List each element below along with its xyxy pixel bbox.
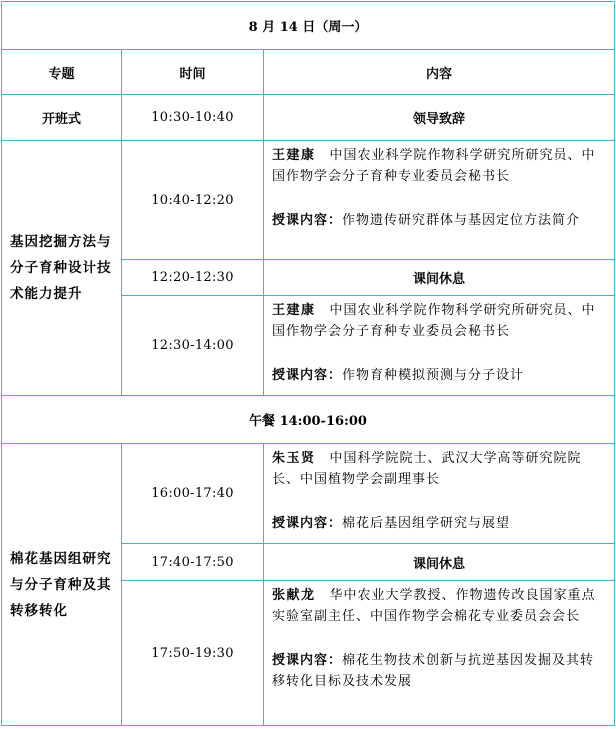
section2-break-text: 课间休息 (264, 544, 615, 581)
lecture-speaker-line (272, 300, 608, 342)
lecture-speaker-line (272, 585, 608, 627)
lunch-row: 午餐 14:00-16:00 (2, 396, 615, 444)
lecture-topic: 棉花生物技术创新与抗逆基因发掘及其转移转化目标及技术发展 (272, 653, 595, 689)
lecture-topic: 棉花后基因组学研究与展望 (342, 516, 511, 531)
section2-topic: 棉花基因组研究与分子育种及其转移转化 (2, 444, 122, 726)
opening-time: 10:30-10:40 (122, 95, 264, 141)
lecture-topic-label: 授课内容： (272, 653, 343, 668)
lecture-speaker-line (272, 145, 608, 187)
opening-topic: 开班式 (2, 95, 122, 141)
speaker-title: 中国农业科学院作物科学研究所研究员、中国作物学会分子育种专业委员会秘书长 (272, 148, 596, 184)
section1-lecture2-content (264, 296, 615, 396)
lecture-topic-label: 授课内容： (272, 368, 343, 383)
schedule-table (1, 1, 615, 726)
speaker-name: 王建康 (272, 148, 316, 163)
section1-break-text: 课间休息 (264, 260, 615, 296)
speaker-name: 张献龙 (272, 588, 316, 603)
speaker-title: 华中农业大学教授、作物遗传改良国家重点实验室副主任、中国作物学会棉花专业委员会会长 (272, 588, 596, 624)
lecture-topic-label: 授课内容： (272, 516, 343, 531)
speaker-name: 王建康 (272, 303, 316, 318)
section2-break-time: 17:40-17:50 (122, 544, 264, 581)
section1-break-time: 12:20-12:30 (122, 260, 264, 296)
lecture-topic-line (272, 210, 608, 231)
lecture-topic-line (272, 650, 608, 692)
speaker-title: 中国科学院院士、武汉大学高等研究院院长、中国植物学会副理事长 (272, 451, 582, 487)
section1-lecture1-time: 10:40-12:20 (122, 141, 264, 260)
section2-lecture1-content (264, 444, 615, 544)
section1-lecture2-time: 12:30-14:00 (122, 296, 264, 396)
lecture-topic-line (272, 365, 608, 386)
column-header-content: 内容 (264, 50, 615, 95)
section2-lecture2-time: 17:50-19:30 (122, 581, 264, 726)
speaker-name: 朱玉贤 (272, 451, 316, 466)
date-header: 8 月 14 日（周一） (2, 2, 615, 50)
lecture-topic-label: 授课内容： (272, 213, 343, 228)
section1-topic: 基因挖掘方法与分子育种设计技术能力提升 (2, 141, 122, 396)
section2-lecture1-time: 16:00-17:40 (122, 444, 264, 544)
column-header-topic: 专题 (2, 50, 122, 95)
section2-lecture2-content (264, 581, 615, 726)
speaker-title: 中国农业科学院作物科学研究所研究员、中国作物学会分子育种专业委员会秘书长 (272, 303, 596, 339)
lecture-topic: 作物遗传研究群体与基因定位方法简介 (342, 213, 581, 228)
lecture-topic-line (272, 513, 608, 534)
column-header-time: 时间 (122, 50, 264, 95)
lecture-speaker-line (272, 448, 608, 490)
lecture-topic: 作物育种模拟预测与分子设计 (342, 368, 525, 383)
opening-content: 领导致辞 (264, 95, 615, 141)
section1-lecture1-content (264, 141, 615, 260)
